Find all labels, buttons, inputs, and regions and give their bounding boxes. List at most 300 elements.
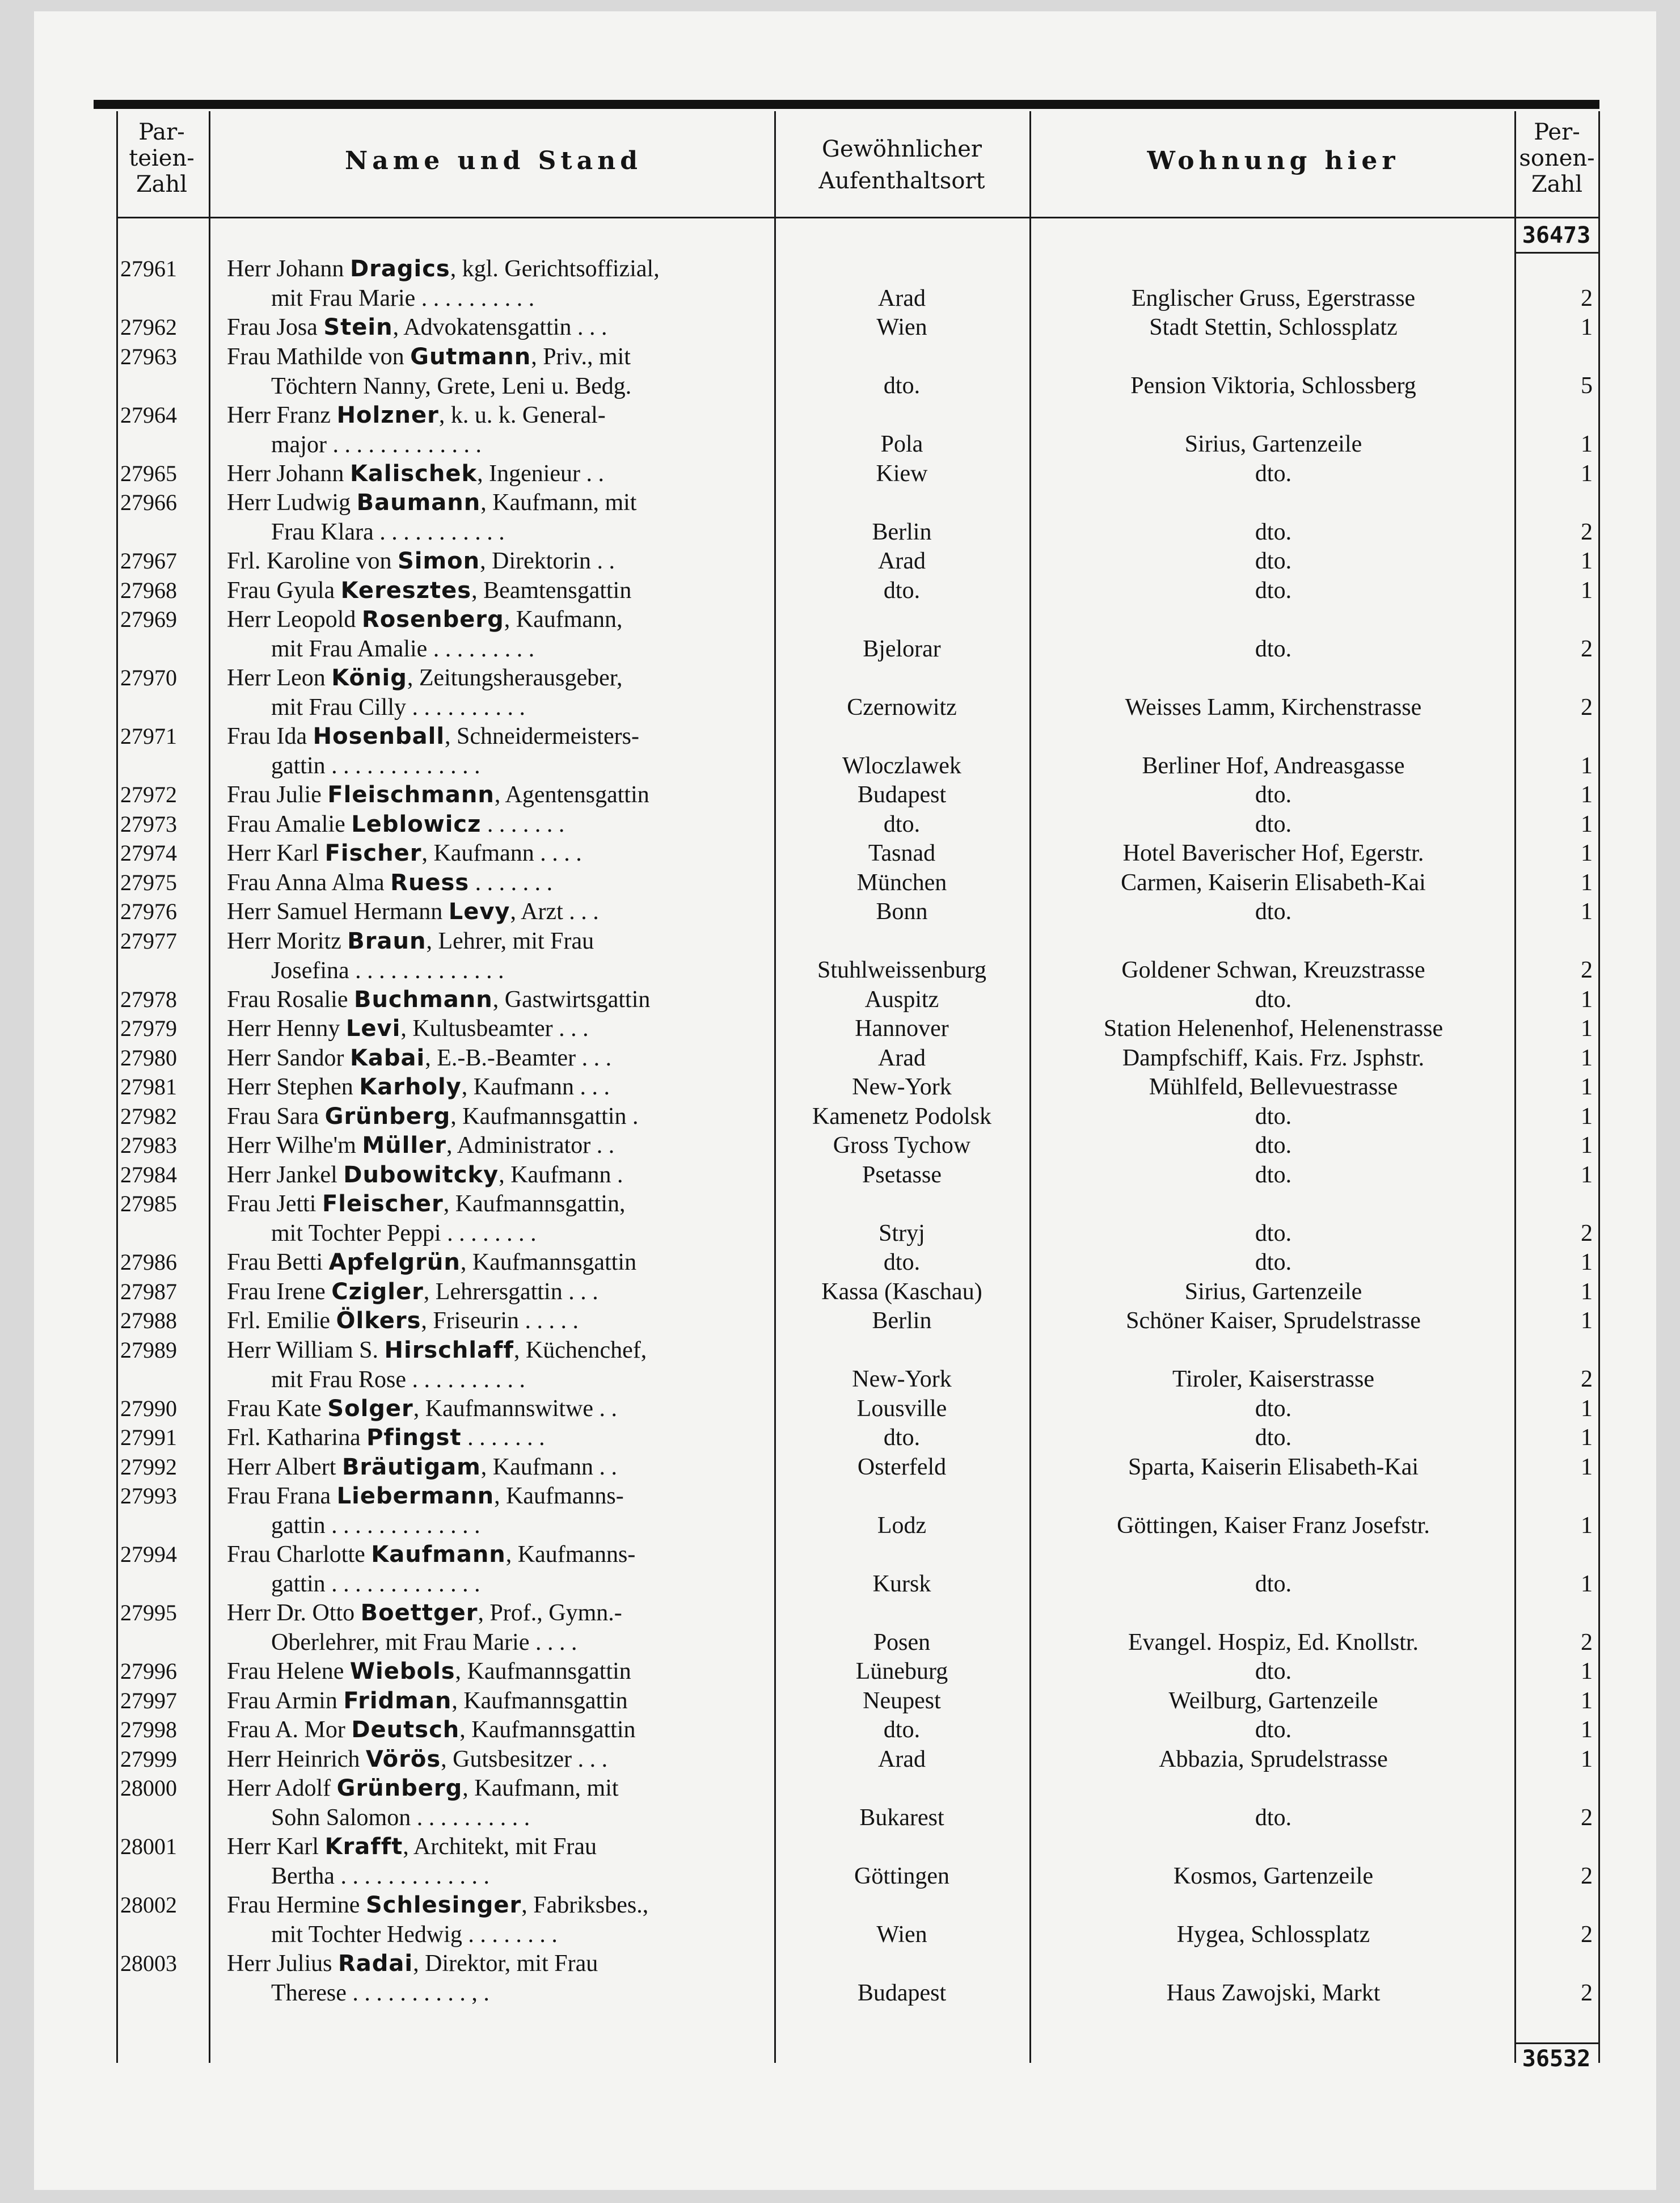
entry-title: Frau Anna Alma xyxy=(227,869,391,896)
person-count: 1 xyxy=(1581,460,1593,487)
entry-title: Frau Irene xyxy=(227,1278,332,1305)
entry-status: , Arzt . . . xyxy=(510,899,599,925)
usual-residence: Pola xyxy=(880,431,923,457)
person-count: 2 xyxy=(1581,1804,1593,1831)
entry-surname: Holzner xyxy=(336,402,439,428)
entry-status: , Beamtensgattin xyxy=(471,577,632,604)
entry-surname: Czigler xyxy=(331,1278,424,1305)
local-residence: dto. xyxy=(1255,1220,1292,1246)
column-divider-2 xyxy=(774,111,776,2063)
entry-title: Herr Stephen xyxy=(227,1074,360,1100)
entry-name xyxy=(227,313,769,342)
top-rule xyxy=(94,100,1599,109)
person-count: 2 xyxy=(1581,694,1593,721)
column-divider-1 xyxy=(209,111,210,2063)
local-residence: dto. xyxy=(1255,811,1292,837)
entry-continuation: Frau Klara . . . . . . . . . . . xyxy=(271,519,505,545)
usual-residence: dto. xyxy=(883,373,921,399)
local-residence: Sirius, Gartenzeile xyxy=(1184,431,1362,457)
person-count: 1 xyxy=(1581,1249,1593,1275)
entry-surname: Fischer xyxy=(324,840,422,866)
entry-status: , Kaufmann, mit xyxy=(462,1775,619,1801)
person-count: 1 xyxy=(1581,314,1593,340)
entry-status: . . . . . . . xyxy=(469,869,553,896)
entry-title: Frl. Karoline von xyxy=(227,548,398,574)
entry-surname: Gutmann xyxy=(410,343,531,370)
entry-title: Herr Karl xyxy=(227,1834,325,1860)
entry-continuation: mit Frau Rose . . . . . . . . . . xyxy=(271,1366,525,1393)
party-number: 27985 xyxy=(120,1191,177,1216)
entry-status: , Schneidermeisters- xyxy=(445,723,639,749)
column-divider-4 xyxy=(1514,111,1516,2063)
entry-status: , kgl. Gerichtsoffizial, xyxy=(450,256,660,282)
entry-name xyxy=(227,488,769,547)
entry-surname: Radai xyxy=(337,1951,413,1977)
entry-name xyxy=(227,1481,769,1540)
person-count: 1 xyxy=(1581,548,1593,574)
person-count: 1 xyxy=(1581,840,1593,866)
entry-title: Frau Gyula xyxy=(227,577,341,604)
entry-name xyxy=(227,1043,769,1073)
entry-status: , Kaufmannsgattin xyxy=(459,1717,636,1743)
usual-residence: dto. xyxy=(883,811,921,837)
party-number: 27987 xyxy=(120,1278,177,1304)
person-count: 1 xyxy=(1581,899,1593,925)
entry-title: Frau Jetti xyxy=(227,1191,322,1217)
entry-name xyxy=(227,576,769,605)
entry-surname: Apfelgrün xyxy=(328,1249,461,1275)
carried-forward-total: 36473 xyxy=(1522,222,1591,248)
local-residence: dto. xyxy=(1255,1103,1292,1130)
entry-status: , Direktor, mit Frau xyxy=(413,1951,598,1977)
party-number: 27974 xyxy=(120,840,177,866)
party-number: 27998 xyxy=(120,1717,177,1742)
entry-continuation: major . . . . . . . . . . . . . xyxy=(271,431,482,458)
entry-title: Herr Karl xyxy=(227,840,325,866)
header-bottom-rule xyxy=(116,217,1600,218)
entry-title: Herr Leon xyxy=(227,665,332,691)
party-number: 27989 xyxy=(120,1337,177,1363)
entry-title: Herr Moritz xyxy=(227,928,348,954)
entry-name xyxy=(227,1394,769,1423)
table-border-left xyxy=(116,111,118,2063)
local-residence: Station Helenenhof, Helenenstrasse xyxy=(1103,1016,1443,1042)
party-number: 28001 xyxy=(120,1834,177,1859)
entry-title: Herr Samuel Hermann xyxy=(227,899,449,925)
person-count: 1 xyxy=(1581,1658,1593,1684)
person-count: 5 xyxy=(1581,373,1593,399)
entry-continuation: Töchtern Nanny, Grete, Leni u. Bedg. xyxy=(271,373,632,399)
person-count: 1 xyxy=(1581,1425,1593,1451)
local-residence: dto. xyxy=(1255,1804,1292,1831)
entry-title: Herr Heinrich xyxy=(227,1746,366,1772)
entry-status: , Kaufmanns- xyxy=(505,1541,636,1568)
entry-name xyxy=(227,868,769,898)
entry-name xyxy=(227,342,769,401)
usual-residence: Budapest xyxy=(857,1979,947,2006)
local-residence: dto. xyxy=(1255,782,1292,808)
entry-surname: Hosenball xyxy=(313,723,445,749)
entry-name xyxy=(227,1686,769,1716)
entry-name xyxy=(227,254,769,313)
entry-surname: Kaufmann xyxy=(371,1541,506,1568)
party-number: 27992 xyxy=(120,1454,177,1480)
party-number: 27981 xyxy=(120,1074,177,1100)
entry-title: Herr Wilhe'm xyxy=(227,1132,362,1159)
entry-status: , Zeitungsherausgeber, xyxy=(407,665,623,691)
entry-title: Herr William S. xyxy=(227,1337,385,1363)
entry-title: Frau Betti xyxy=(227,1249,329,1275)
entry-name xyxy=(227,1890,769,1949)
header-usual-residence: Gewöhnlicher Aufenthaltsort xyxy=(818,136,985,194)
party-number: 27973 xyxy=(120,811,177,837)
person-count: 2 xyxy=(1581,1979,1593,2006)
entry-status: , Kaufmann, xyxy=(504,606,623,633)
entry-status: , Kaufmann . xyxy=(499,1161,623,1188)
entry-surname: Pfingst xyxy=(366,1425,462,1451)
entry-title: Herr Henny xyxy=(227,1016,346,1042)
entry-status: , Prof., Gymn.- xyxy=(478,1600,622,1626)
party-number: 28000 xyxy=(120,1775,177,1801)
person-count: 1 xyxy=(1581,1717,1593,1743)
entry-title: Frau Mathilde von xyxy=(227,343,411,370)
person-count: 1 xyxy=(1581,1074,1593,1100)
entry-surname: Ruess xyxy=(390,869,470,896)
person-count: 2 xyxy=(1581,635,1593,662)
usual-residence: Arad xyxy=(878,548,926,574)
local-residence: Weisses Lamm, Kirchenstrasse xyxy=(1125,694,1422,721)
entry-surname: Hirschlaff xyxy=(384,1337,514,1363)
entry-status: , Administrator . . xyxy=(446,1132,615,1159)
usual-residence: New-York xyxy=(852,1366,952,1392)
entry-name xyxy=(227,1745,769,1774)
usual-residence: Bukarest xyxy=(859,1804,944,1831)
entry-continuation: gattin . . . . . . . . . . . . . xyxy=(271,1571,480,1597)
entry-name xyxy=(227,926,769,985)
usual-residence: Arad xyxy=(878,1044,926,1071)
entry-title: Frau Frana xyxy=(227,1483,337,1509)
entry-status: , Priv., mit xyxy=(531,343,631,370)
party-number: 27980 xyxy=(120,1044,177,1071)
usual-residence: Kursk xyxy=(872,1570,931,1597)
party-number: 27978 xyxy=(120,986,177,1012)
final-total-rule xyxy=(1514,2042,1599,2044)
entry-status: , Kaufmannsgattin xyxy=(460,1249,637,1275)
entry-status: , Lehrersgattin . . . xyxy=(423,1278,598,1305)
entry-name xyxy=(227,810,769,839)
entry-surname: Grünberg xyxy=(336,1775,463,1801)
entry-name xyxy=(227,1014,769,1043)
party-number: 27968 xyxy=(120,577,177,603)
party-number: 27997 xyxy=(120,1687,177,1713)
entry-continuation: mit Frau Cilly . . . . . . . . . . xyxy=(271,694,526,721)
person-count: 1 xyxy=(1581,1570,1593,1597)
entry-name xyxy=(227,1336,769,1395)
table-border-right xyxy=(1598,111,1600,2063)
usual-residence: Wien xyxy=(876,314,927,340)
party-number: 27975 xyxy=(120,869,177,895)
entry-title: Herr Dr. Otto xyxy=(227,1600,361,1626)
usual-residence: Berlin xyxy=(872,519,932,545)
person-count: 2 xyxy=(1581,957,1593,983)
entry-continuation: mit Frau Amalie . . . . . . . . . xyxy=(271,636,535,662)
entry-surname: Braun xyxy=(347,928,427,954)
entry-surname: Müller xyxy=(362,1132,446,1159)
entry-status: . . . . . . . xyxy=(481,811,565,837)
entry-status: . . . . . . . xyxy=(461,1425,545,1451)
party-number: 27972 xyxy=(120,782,177,807)
entry-continuation: Josefina . . . . . . . . . . . . . xyxy=(271,957,504,984)
local-residence: dto. xyxy=(1255,1249,1292,1275)
entry-title: Herr Leopold xyxy=(227,606,362,633)
person-count: 1 xyxy=(1581,431,1593,457)
person-count: 1 xyxy=(1581,1103,1593,1130)
entry-name xyxy=(227,1774,769,1833)
party-number: 27977 xyxy=(120,928,177,954)
usual-residence: Stryj xyxy=(879,1220,925,1246)
usual-residence: Lodz xyxy=(877,1512,927,1539)
person-count: 2 xyxy=(1581,1366,1593,1392)
entry-surname: Fleischmann xyxy=(327,782,495,808)
party-number: 27994 xyxy=(120,1541,177,1567)
entry-title: Herr Julius xyxy=(227,1951,338,1977)
entry-status: , Kaufmanns- xyxy=(494,1483,624,1509)
entry-surname: Buchmann xyxy=(353,986,493,1013)
entry-title: Frau Sara xyxy=(227,1103,325,1130)
local-residence: Pension Viktoria, Schlossberg xyxy=(1130,373,1416,399)
entry-name xyxy=(227,1949,769,2008)
usual-residence: Kamenetz Podolsk xyxy=(812,1103,992,1130)
entry-status: , Kultusbeamter . . . xyxy=(400,1016,589,1042)
entry-status: , Advokatensgattin . . . xyxy=(392,314,607,340)
person-count: 1 xyxy=(1581,1132,1593,1159)
entry-title: Herr Ludwig xyxy=(227,490,357,516)
party-number: 27971 xyxy=(120,723,177,749)
usual-residence: Bjelorar xyxy=(863,635,941,662)
party-number: 27999 xyxy=(120,1746,177,1772)
local-residence: Carmen, Kaiserin Elisabeth-Kai xyxy=(1121,869,1426,896)
party-number: 27976 xyxy=(120,899,177,924)
entry-title: Frau Hermine xyxy=(227,1892,366,1918)
entry-surname: Kabai xyxy=(349,1044,425,1071)
entry-status: , Gastwirtsgattin xyxy=(492,986,651,1013)
party-number: 27990 xyxy=(120,1395,177,1421)
party-number: 27964 xyxy=(120,402,177,428)
local-residence: dto. xyxy=(1255,519,1292,545)
entry-surname: Simon xyxy=(397,548,480,574)
person-count: 1 xyxy=(1581,1308,1593,1334)
entry-continuation: mit Frau Marie . . . . . . . . . . xyxy=(271,285,535,311)
usual-residence: Czernowitz xyxy=(847,694,957,721)
entry-surname: Wiebols xyxy=(349,1658,455,1684)
entry-name xyxy=(227,1598,769,1657)
person-count: 1 xyxy=(1581,1395,1593,1422)
party-number: 27970 xyxy=(120,665,177,690)
entry-surname: Ölkers xyxy=(336,1308,421,1334)
local-residence: Englischer Gruss, Egerstrasse xyxy=(1131,285,1416,311)
usual-residence: Wloczlawek xyxy=(842,752,961,779)
entry-title: Frau Charlotte xyxy=(227,1541,372,1568)
header-local-residence: Wohnung hier xyxy=(1147,146,1400,175)
local-residence: Stadt Stettin, Schlossplatz xyxy=(1149,314,1398,340)
entry-status: , Architekt, mit Frau xyxy=(403,1834,597,1860)
usual-residence: Arad xyxy=(878,1746,926,1772)
person-count: 1 xyxy=(1581,1687,1593,1714)
party-number: 28003 xyxy=(120,1951,177,1976)
entry-status: , Küchenchef, xyxy=(513,1337,647,1363)
local-residence: Göttingen, Kaiser Franz Josefstr. xyxy=(1117,1512,1430,1539)
entry-name xyxy=(227,1452,769,1482)
entry-surname: König xyxy=(331,665,407,691)
entry-status: , Kaufmannsgattin, xyxy=(443,1191,626,1217)
local-residence: dto. xyxy=(1255,1161,1292,1188)
usual-residence: Neupest xyxy=(863,1687,941,1714)
entry-continuation: Bertha . . . . . . . . . . . . . xyxy=(271,1863,489,1889)
local-residence: Goldener Schwan, Kreuzstrasse xyxy=(1121,957,1425,983)
person-count: 1 xyxy=(1581,752,1593,779)
entry-status: , Ingenieur . . xyxy=(477,460,605,487)
person-count: 1 xyxy=(1581,811,1593,837)
party-number: 27995 xyxy=(120,1600,177,1625)
party-number: 27982 xyxy=(120,1103,177,1129)
entry-name xyxy=(227,663,769,722)
entry-name xyxy=(227,1160,769,1190)
entry-status: , Kaufmannsgattin xyxy=(451,1687,628,1714)
party-number: 27996 xyxy=(120,1658,177,1684)
usual-residence: Wien xyxy=(876,1921,927,1948)
party-number: 27962 xyxy=(120,314,177,340)
local-residence: dto. xyxy=(1255,1570,1292,1597)
entry-status: , Lehrer, mit Frau xyxy=(426,928,594,954)
entry-surname: Keresztes xyxy=(340,577,472,604)
entry-name xyxy=(227,401,769,460)
entry-name xyxy=(227,1657,769,1686)
party-number: 27993 xyxy=(120,1483,177,1509)
usual-residence: Kiew xyxy=(876,460,928,487)
entry-title: Herr Albert xyxy=(227,1454,342,1480)
entry-surname: Dubowitcky xyxy=(343,1161,499,1188)
party-number: 27979 xyxy=(120,1016,177,1041)
person-count: 1 xyxy=(1581,1454,1593,1480)
person-count: 1 xyxy=(1581,1278,1593,1305)
entry-title: Frau Rosalie xyxy=(227,986,354,1013)
usual-residence: Posen xyxy=(873,1629,931,1656)
person-count: 1 xyxy=(1581,1512,1593,1539)
entry-name xyxy=(227,605,769,664)
entry-status: , Kaufmann . . xyxy=(480,1454,618,1480)
usual-residence: Tasnad xyxy=(868,840,936,866)
entry-name xyxy=(227,985,769,1014)
party-number: 27991 xyxy=(120,1425,177,1450)
entry-name xyxy=(227,780,769,810)
usual-residence: dto. xyxy=(883,1717,921,1743)
entry-name xyxy=(227,1540,769,1599)
entry-name xyxy=(227,459,769,488)
entry-surname: Levy xyxy=(448,899,510,925)
entry-surname: Bräutigam xyxy=(341,1454,481,1480)
usual-residence: Psetasse xyxy=(862,1161,942,1188)
party-number: 27969 xyxy=(120,606,177,632)
usual-residence: Lousville xyxy=(856,1395,947,1422)
entry-status: , Kaufmannswitwe . . xyxy=(413,1395,618,1422)
entry-title: Herr Johann xyxy=(227,256,350,282)
entry-name xyxy=(227,1715,769,1745)
party-number: 27983 xyxy=(120,1132,177,1158)
entry-name xyxy=(227,1072,769,1102)
entry-name xyxy=(227,546,769,576)
entry-surname: Krafft xyxy=(324,1834,403,1860)
local-residence: Abbazia, Sprudelstrasse xyxy=(1159,1746,1388,1772)
column-divider-3 xyxy=(1029,111,1031,2063)
local-residence: Sparta, Kaiserin Elisabeth-Kai xyxy=(1128,1454,1419,1480)
entry-status: , Kaufmann . . . . xyxy=(421,840,582,866)
person-count: 2 xyxy=(1581,1629,1593,1656)
usual-residence: Budapest xyxy=(857,782,947,808)
entry-status: , k. u. k. General- xyxy=(438,402,606,428)
entry-title: Herr Jankel xyxy=(227,1161,344,1188)
usual-residence: Kassa (Kaschau) xyxy=(821,1278,982,1305)
entry-continuation: mit Tochter Hedwig . . . . . . . . xyxy=(271,1922,558,1948)
entry-surname: Liebermann xyxy=(336,1483,495,1509)
local-residence: Schöner Kaiser, Sprudelstrasse xyxy=(1126,1308,1421,1334)
entry-surname: Solger xyxy=(327,1395,413,1422)
local-residence: Hygea, Schlossplatz xyxy=(1176,1921,1370,1948)
entry-title: Herr Adolf xyxy=(227,1775,337,1801)
local-residence: Evangel. Hospiz, Ed. Knollstr. xyxy=(1128,1629,1419,1656)
local-residence: Tiroler, Kaiserstrasse xyxy=(1172,1366,1375,1392)
usual-residence: dto. xyxy=(883,1249,921,1275)
local-residence: dto. xyxy=(1255,899,1292,925)
entry-status: , Kaufmann, mit xyxy=(480,490,637,516)
local-residence: dto. xyxy=(1255,1717,1292,1743)
entry-continuation: mit Tochter Peppi . . . . . . . . xyxy=(271,1220,537,1246)
entry-surname: Baumann xyxy=(356,490,481,516)
entry-title: Frau Josa xyxy=(227,314,324,340)
person-count: 2 xyxy=(1581,519,1593,545)
entry-status: , Kaufmannsgattin . xyxy=(450,1103,639,1130)
person-count: 2 xyxy=(1581,1921,1593,1948)
entry-status: , Friseurin . . . . . xyxy=(421,1308,579,1334)
entry-surname: Kalischek xyxy=(349,460,478,487)
entry-title: Frau Kate xyxy=(227,1395,328,1422)
entry-title: Frau Armin xyxy=(227,1687,344,1714)
party-number: 27961 xyxy=(120,256,177,281)
entry-name xyxy=(227,1189,769,1248)
party-number: 27965 xyxy=(120,460,177,486)
entry-surname: Rosenberg xyxy=(361,606,504,633)
header-name-and-status: Name und Stand xyxy=(344,146,643,175)
local-residence: Hotel Baverischer Hof, Egerstr. xyxy=(1122,840,1424,866)
party-number: 27963 xyxy=(120,343,177,369)
entry-status: , Kaufmann . . . xyxy=(461,1074,610,1100)
person-count: 1 xyxy=(1581,1746,1593,1772)
local-residence: dto. xyxy=(1255,1132,1292,1159)
usual-residence: Gross Tychow xyxy=(833,1132,971,1159)
party-number: 27984 xyxy=(120,1161,177,1187)
usual-residence: Stuhlweissenburg xyxy=(817,957,986,983)
usual-residence: Osterfeld xyxy=(857,1454,947,1480)
entry-name xyxy=(227,1423,769,1452)
party-number: 27966 xyxy=(120,490,177,515)
entry-title: Herr Franz xyxy=(227,402,337,428)
local-residence: dto. xyxy=(1255,1425,1292,1451)
party-number: 27988 xyxy=(120,1308,177,1333)
entry-title: Frau A. Mor xyxy=(227,1717,352,1743)
entry-continuation: gattin . . . . . . . . . . . . . xyxy=(271,1513,480,1539)
person-count: 1 xyxy=(1581,577,1593,604)
entry-surname: Fleischer xyxy=(322,1191,444,1217)
entry-status: , Fabriksbes., xyxy=(521,1892,649,1918)
